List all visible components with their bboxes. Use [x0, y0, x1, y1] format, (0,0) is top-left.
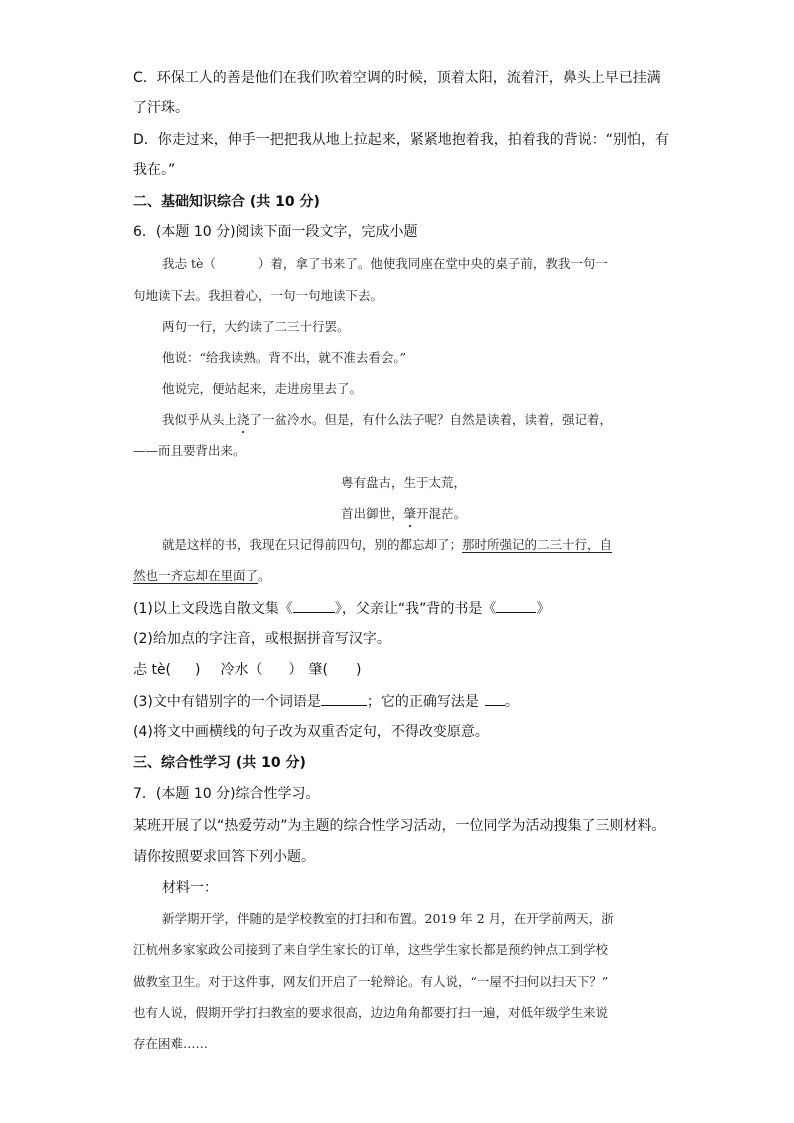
sub-question-4: (4)将文中画横线的句子改为双重否定句，不得改变原意。 — [133, 724, 489, 740]
sub2-item2-end: ） — [288, 662, 303, 678]
answer-blank[interactable] — [321, 691, 367, 706]
verse2-post: 开混茫。 — [416, 506, 467, 521]
sub1-text-a: (1)以上文段选自散文集《 — [133, 601, 293, 617]
sub-question-2-items — [133, 660, 361, 680]
material-line2: 江杭州多家家政公司接到了来自学生家长的订单，这些学生家长都是预约钟点工到学校 — [133, 942, 609, 957]
sub3-text-a: (3)文中有错别字的一个词语是 — [133, 694, 321, 710]
sub2-item3: 肇( — [308, 662, 328, 678]
passage-p6-pre: 就是这样的书，我现在只记得前四句，别的都忘却了； — [162, 537, 463, 552]
option-d-line1: D．你走过来，伸手一把把我从地上拉起来，紧紧地抱着我，拍着我的背说：“别怕，有 — [133, 132, 670, 148]
question-7-stem: 7．(本题 10 分)综合性学习。 — [133, 786, 320, 802]
section-3-heading: 三、综合性学习 (共 10 分) — [133, 755, 306, 771]
sub3-text-b: ；它的正确写法是 — [366, 694, 479, 710]
passage-p1-line2: 句地读下去。我担着心，一句一句地读下去。 — [133, 288, 384, 303]
passage-p6-line1 — [162, 535, 612, 555]
sub3-text-c: 。 — [504, 694, 519, 710]
dotted-character: 肇 — [404, 504, 417, 524]
question-7-intro-line2: 请你按照要求回答下列小题。 — [133, 849, 315, 865]
passage-p1-line1 — [162, 254, 608, 274]
option-c-line2: 了汗珠。 — [133, 100, 189, 116]
material-label: 材料一： — [162, 880, 218, 896]
material-line1: 新学期开学，伴随的是学校教室的打扫和布置。2019 年 2 月，在开学前两天，浙 — [162, 911, 614, 926]
passage-p3: 他说：“给我读熟。背不出，就不准去看会。” — [162, 350, 407, 365]
passage-p1-start: 我忐 tè（ — [162, 256, 216, 271]
answer-blank[interactable] — [496, 598, 536, 613]
sub2-item1: 忐 tè( — [133, 662, 172, 678]
sub2-item3-end: ) — [355, 662, 362, 678]
passage-p5-pre: 我似乎从头上 — [162, 412, 238, 427]
option-d-line2: 我在。” — [133, 162, 176, 178]
passage-p1-rest: ）着，拿了书来了。他使我同座在堂中央的桌子前，教我一句一 — [257, 256, 608, 271]
sub2-item1-end: ) — [195, 662, 201, 678]
sub-question-1 — [133, 598, 550, 619]
passage-p6-line2 — [133, 566, 271, 586]
material-line4: 也有人说，假期开学打扫教室的要求很高，边边角角都要打扫一遍，对低年级学生来说 — [133, 1005, 609, 1020]
passage-p4: 他说完，便站起来，走进房里去了。 — [162, 381, 363, 396]
sub2-item2: 冷水（ — [220, 662, 263, 678]
sub-question-2: (2)给加点的字注音，或根据拼音写汉字。 — [133, 631, 391, 647]
sub1-text-c: 》 — [536, 601, 551, 617]
sub1-text-b: 》，父亲让“我”背的书是《 — [334, 601, 497, 617]
question-7-intro-line1: 某班开展了以“热爱劳动”为主题的综合性学习活动，一位同学为活动搜集了三则材料。 — [133, 818, 666, 834]
section-2-heading: 二、基础知识综合 (共 10 分) — [133, 194, 320, 210]
question-6-stem: 6．(本题 10 分)阅读下面一段文字，完成小题 — [133, 224, 418, 240]
dotted-character: 浇 — [237, 410, 250, 430]
material-line5: 存在困难…… — [133, 1036, 209, 1051]
answer-blank[interactable] — [293, 598, 335, 613]
sub-question-3 — [133, 691, 519, 712]
underlined-sentence-part2: 然也一齐忘却在里面了 — [133, 568, 259, 583]
passage-p5-line2: ——而且要背出来。 — [133, 443, 246, 458]
verse-line1: 粤有盘古，生于太荒， — [341, 475, 467, 490]
passage-p5-line1 — [162, 410, 612, 430]
passage-p2: 两句一行，大约读了二三十行罢。 — [162, 319, 350, 334]
verse2-pre: 首出御世， — [341, 506, 404, 521]
option-c-line1: C．环保工人的善是他们在我们吹着空调的时候，顶着太阳，流着汗，鼻头上早已挂满 — [133, 70, 661, 86]
answer-blank[interactable] — [485, 691, 505, 706]
verse-line2 — [341, 504, 466, 524]
passage-p6-end: 。 — [258, 568, 271, 583]
passage-p5-post: 了一盆冷水。但是，有什么法子呢？自然是读着，读着，强记着， — [249, 412, 613, 427]
material-line3: 做教室卫生。对于这件事，网友们开启了一轮辩论。有人说，“一屋不扫何以扫天下？” — [133, 974, 609, 989]
underlined-sentence-part1: 那时所强记的二三十行，自 — [462, 537, 613, 552]
